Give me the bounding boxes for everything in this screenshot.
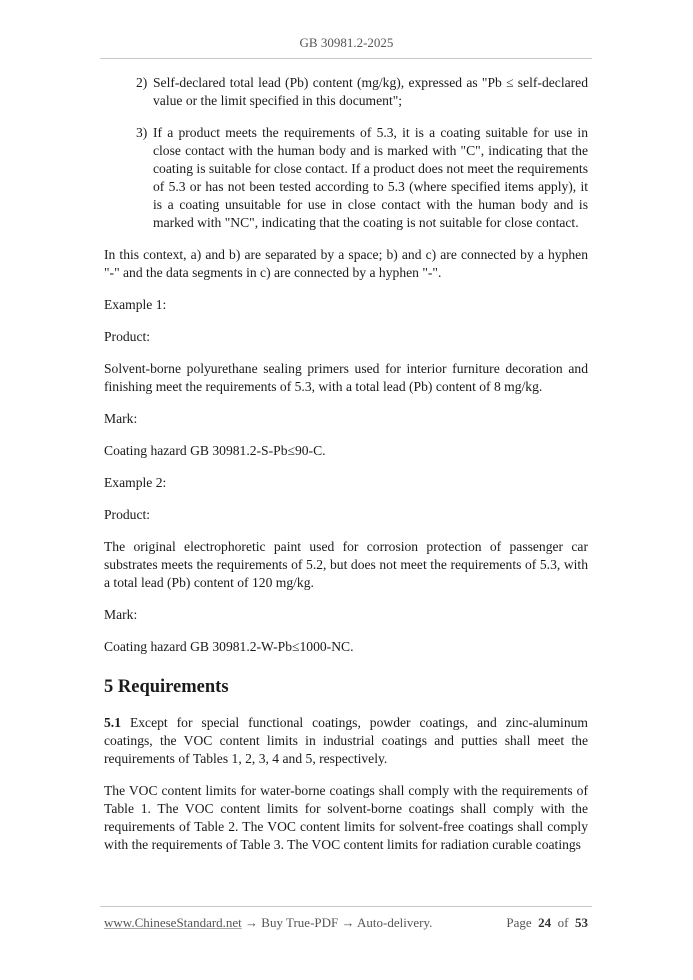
header-rule	[100, 58, 592, 59]
footer-rule	[100, 906, 592, 907]
product-label: Product:	[104, 329, 151, 344]
paragraph: The original electrophoretic paint used for corrosion protection of passenger car substrates meets the requirements of 5.2, but does not meet the requirements of 5.3, with a total lead (Pb) content of 120 mg/kg.	[104, 539, 588, 590]
clause-5-1	[104, 714, 588, 768]
mark-value: Coating hazard GB 30981.2-S-Pb≤90-C.	[104, 443, 326, 458]
clause-text: Except for special functional coatings, powder coatings, and zinc-aluminum coatings, the VOC content limits in industrial coatings and putties shall meet the requirements of Tables 1, 2, 3, 4 and 5, respectively.	[104, 715, 588, 766]
page-content	[104, 74, 588, 868]
product-label: Product:	[104, 507, 151, 522]
example-label: Example 1:	[104, 297, 167, 312]
clause-number: 5.1	[104, 715, 121, 730]
mark-label: Mark:	[104, 411, 138, 426]
page-footer	[104, 915, 588, 931]
mark-value: Coating hazard GB 30981.2-W-Pb≤1000-NC.	[104, 639, 354, 654]
example-label: Example 2:	[104, 475, 167, 490]
paragraph: Solvent-borne polyurethane sealing primers used for interior furniture decoration and finishing meet the requirements of 5.3, with a total lead (Pb) content of 8 mg/kg.	[104, 361, 588, 394]
footer-text: → Buy True-PDF → Auto-delivery.	[241, 915, 433, 930]
list-item	[136, 124, 588, 232]
paragraph: The VOC content limits for water-borne coatings shall comply with the requirements of Table 1. The VOC content limits for solvent-borne coatings shall comply with the requirements of Table 2. The VOC content limits for solvent-free coatings shall comply with the requirements of Table 3. The VOC content limits for radiation curable coatings	[104, 783, 588, 852]
list-text: If a product meets the requirements of 5.3, it is a coating suitable for use in close contact with the human body and is marked with "C", indicating that the coating is suitable for close contact. If a product does not meet the requirements of 5.3 or has not been tested according to 5.3 (where specified items apply), it is a coating unsuitable for use in close contact with the human body and is marked with "NC", indicating that the coating is not suitable for close contact.	[153, 125, 588, 230]
page-header: GB 30981.2-2025	[299, 35, 394, 50]
page-number: Page 24 of 53	[506, 915, 588, 930]
list-number: 3)	[136, 125, 148, 140]
website-link[interactable]: www.ChineseStandard.net	[104, 915, 242, 930]
section-heading: 5 Requirements	[104, 677, 229, 697]
list-number: 2)	[136, 75, 148, 90]
list-text: Self-declared total lead (Pb) content (mg/kg), expressed as "Pb ≤ self-declared value or the limit specified in this document";	[153, 75, 588, 108]
list-item	[136, 74, 588, 110]
mark-label: Mark:	[104, 607, 138, 622]
paragraph: In this context, a) and b) are separated by a space; b) and c) are connected by a hyphen "-" and the data segments in c) are connected by a hyphen "-".	[104, 247, 588, 280]
